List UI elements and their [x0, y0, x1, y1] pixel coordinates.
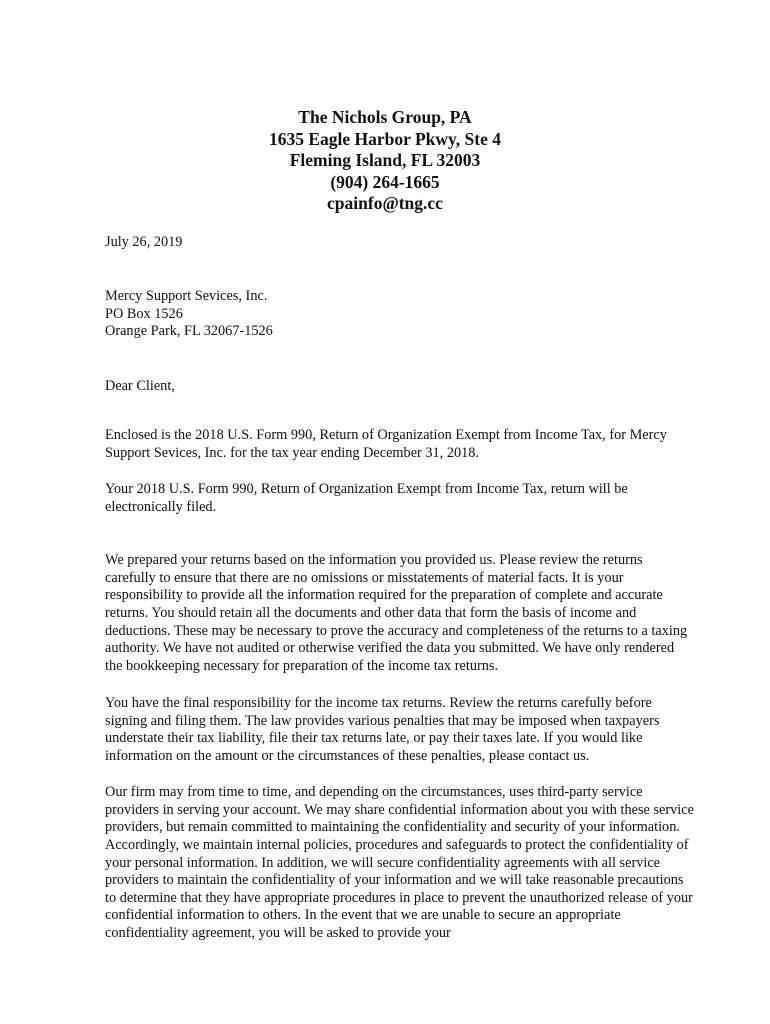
paragraph-enclosure: Enclosed is the 2018 U.S. Form 990, Return of Organization Exempt from Income Tax, for Mercy Support Sevices, Inc. for the tax year ending December 31, 2018.: [105, 427, 667, 461]
recipient-po-box: PO Box 1526: [105, 305, 183, 322]
recipient-name: Mercy Support Sevices, Inc.: [105, 288, 268, 304]
paragraph-efile: Your 2018 U.S. Form 990, Return of Organization Exempt from Income Tax, return will be electronically filed.: [105, 481, 628, 515]
greeting: Dear Client,: [105, 378, 175, 394]
firm-email: cpainfo@tng.cc: [327, 193, 443, 213]
firm-phone: (904) 264-1665: [330, 171, 440, 192]
recipient-address: [105, 288, 695, 341]
recipient-city-state-zip: Orange Park, FL 32067-1526: [105, 323, 273, 340]
paragraph-review: We prepared your returns based on the information you provided us. Please review the returns carefully to ensure that there are no omissions or misstatements of material facts. It is your responsibility to provide all the information required for the preparation of complete and accurate returns. You should retain all the documents and other data that form the basis of income and deductions. These may be necessary to prove the accuracy and completeness of the returns to a taxing authority. We have not audited or otherwise verified the data you submitted. We have only rendered the bookkeeping necessary for preparation of the income tax returns.: [105, 552, 688, 674]
firm-name: The Nichols Group, PA: [298, 107, 472, 127]
firm-street: 1635 Eagle Harbor Pkwy, Ste 4: [268, 128, 502, 149]
paragraph-responsibility: You have the final responsibility for the income tax returns. Review the returns carefully before signing and filing them. The law provides various penalties that may be imposed when taxpayers understate their tax liability, file their tax returns late, or pay their taxes late. If you would like information on the amount or the circumstances of these penalties, please contact us.: [105, 695, 660, 765]
letter-date: July 26, 2019: [105, 234, 183, 250]
firm-city-state-zip: Fleming Island, FL 32003: [289, 150, 481, 170]
letterhead: [0, 107, 770, 215]
paragraph-confidentiality: Our firm may from time to time, and depending on the circumstances, uses third-party service providers in serving your account. We may share confidential information about you with these service providers, but remain committed to maintaining the confidentiality and security of your information. Accordingly, we maintain internal policies, procedures and safeguards to protect the confidentiality of your personal information. In addition, we will secure confidentiality agreements with all service providers to maintain the confidentiality of your information and we will take reasonable precautions to determine that they have appropriate procedures in place to prevent the unauthorized release of your confidential information to others. In the event that we are unable to secure an appropriate confidentiality agreement, you will be asked to provide your: [105, 784, 694, 942]
